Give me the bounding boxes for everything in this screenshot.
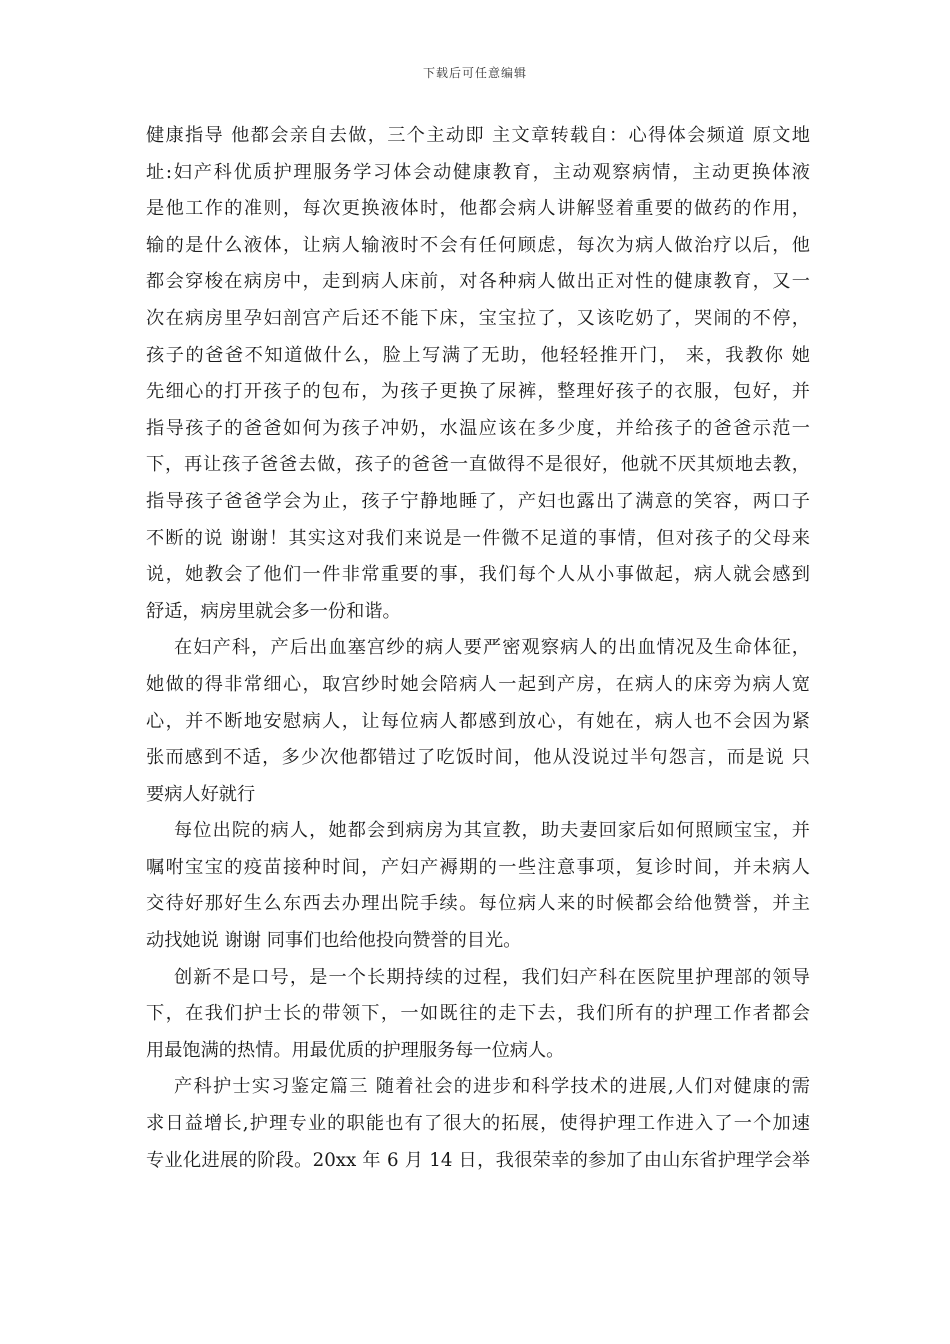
text-line: 舒适，病房里就会多一份和谐。 [146,600,401,622]
paragraph [146,960,810,1070]
text-line: 指导孩子爸爸学会为止，孩子宁静地睡了，产妇也露出了满意的笑容，两口子 [146,490,810,512]
text-line: 孩子的爸爸不知道做什么，脸上写满了无助，他轻轻推开门， 来，我教你 她 [146,344,810,366]
paragraph [146,813,810,959]
page-header: 下载后可任意编辑 [422,66,527,80]
text-line: 每位出院的病人，她都会到病房为其宣教，助夫妻回家后如何照顾宝宝，并 [174,820,810,842]
text-line: 动找她说 谢谢 同事们也给他投向赞誉的目光。 [146,930,522,952]
text-line: 用最饱满的热情。用最优质的护理服务每一位病人。 [146,1039,565,1061]
text-line: 专业化进展的阶段。20xx 年 6 月 14 日，我很荣幸的参加了由山东省护理学会举 [146,1149,810,1171]
text-line: 址:妇产科优质护理服务学习体会动健康教育，主动观察病情，主动更换体液 [146,161,810,183]
text-line: 她做的得非常细心，取宫纱时她会陪病人一起到产房，在病人的床旁为病人宽 [146,673,810,695]
text-line: 产科护士实习鉴定篇三 随着社会的进步和科学技术的进展,人们对健康的需 [174,1076,810,1098]
paragraph [146,630,810,813]
text-line: 求日益增长,护理专业的职能也有了很大的拓展，使得护理工作进入了一个加速 [146,1113,810,1135]
text-line: 创新不是口号，是一个长期持续的过程，我们妇产科在医院里护理部的领导 [174,966,810,988]
text-line: 下，再让孩子爸爸去做，孩子的爸爸一直做得不是很好，他就不厌其烦地去教， [146,454,810,476]
paragraph [146,118,810,630]
text-line: 交待好那好生么东西去办理出院手续。每位病人来的时候都会给他赞誉，并主 [146,893,810,915]
text-line: 先细心的打开孩子的包布，为孩子更换了尿裤，整理好孩子的衣服，包好，并 [146,381,810,403]
text-line: 都会穿梭在病房中，走到病人床前，对各种病人做出正对性的健康教育，又一 [146,271,810,293]
text-line: 指导孩子的爸爸如何为孩子冲奶，水温应该在多少度，并给孩子的爸爸示范一 [146,417,810,439]
text-line: 健康指导 他都会亲自去做，三个主动即 主文章转载自：心得体会频道 原文地 [146,125,810,146]
text-line: 不断的说 谢谢！其实这对我们来说是一件微不足道的事情，但对孩子的父母来 [146,527,810,549]
text-line: 输的是什么液体，让病人输液时不会有任何顾虑，每次为病人做治疗以后，他 [146,234,810,256]
text-line: 嘱咐宝宝的疫苗接种时间，产妇产褥期的一些注意事项，复诊时间，并未病人 [146,856,810,878]
text-line: 说，她教会了他们一件非常重要的事，我们每个人从小事做起，病人就会感到 [146,564,810,586]
text-line: 下，在我们护士长的带领下，一如既往的走下去，我们所有的护理工作者都会 [146,1003,810,1025]
text-line: 次在病房里孕妇剖宫产后还不能下床，宝宝拉了，又该吃奶了，哭闹的不停， [146,307,810,329]
document-body [146,118,810,1179]
paragraph [146,1069,810,1179]
text-line: 是他工作的准则，每次更换液体时，他都会病人讲解竖着重要的做药的作用， [146,198,810,220]
text-line: 要病人好就行 [146,783,256,805]
text-line: 在妇产科，产后出血塞宫纱的病人要严密观察病人的出血情况及生命体征， [174,637,810,659]
text-line: 心，并不断地安慰病人，让每位病人都感到放心，有她在，病人也不会因为紧 [146,710,810,732]
text-line: 张而感到不适，多少次他都错过了吃饭时间，他从没说过半句怨言，而是说 只 [146,747,810,769]
